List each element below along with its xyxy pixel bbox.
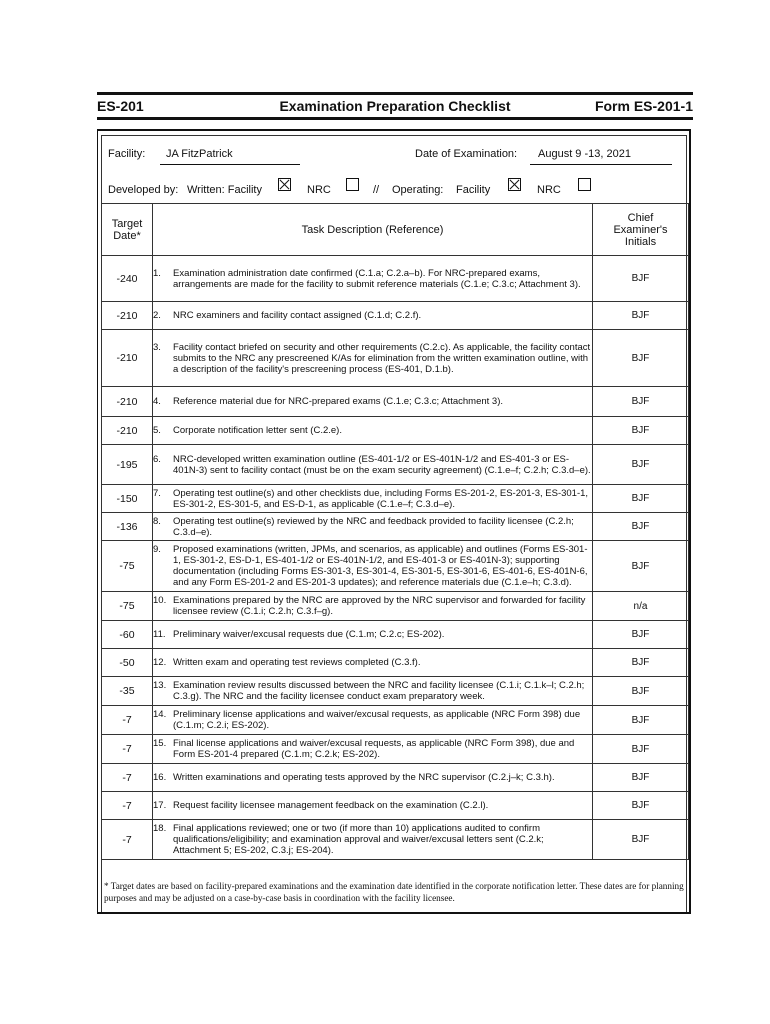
- developed-by-label: Developed by:: [108, 184, 179, 196]
- table-row: [102, 485, 689, 513]
- exam-date-value: August 9 -13, 2021: [538, 148, 631, 160]
- target-date: -210: [102, 417, 153, 445]
- task-text: Written exam and operating test reviews completed (C.3.f).: [173, 657, 421, 668]
- examiner-initials[interactable]: BJF: [593, 735, 689, 764]
- target-date: -7: [102, 820, 153, 860]
- target-date: -136: [102, 513, 153, 541]
- task-number: 3.: [153, 341, 161, 353]
- target-date: -75: [102, 592, 153, 621]
- target-date: -7: [102, 706, 153, 735]
- separator-text: //: [373, 184, 380, 196]
- task-text: Operating test outline(s) and other checklists due, including Forms ES-201-2, ES-201-3, ES-301-1, ES-301-2, ES-301-5, and ES-D-1, as applicable (C.1.e–f; C.3.d–e).: [173, 487, 589, 510]
- table-row: [102, 706, 689, 735]
- task-text: Final license applications and waiver/excusal requests, as applicable (NRC Form 398), due and Form ES-201-4 prepared (C.1.m; C.2.k; ES-202).: [173, 738, 575, 760]
- examiner-initials[interactable]: BJF: [593, 302, 689, 330]
- task-number: 4.: [153, 396, 161, 407]
- table-row: [102, 820, 689, 860]
- task-text: Proposed examinations (written, JPMs, and scenarios, as applicable) and outlines (Forms ES-301-1, ES-301-2, ES-D-1, ES-401-1/2 or ES-401N-1/2, and ES-401-3 or ES-401N-3); supporting documentation (including Forms ES-301-3, ES-301-4, ES-301-5, ES-301-6, ES-401-6, ES-401N-6, and any Form ES-201-2 and ES-201-3 updates); and reference materials due (C.1.e–h; C.3.d).: [173, 544, 588, 588]
- target-date: -210: [102, 330, 153, 387]
- task-number: 17.: [153, 800, 167, 811]
- task-number: 8.: [153, 515, 161, 527]
- written-nrc-label: NRC: [307, 184, 331, 196]
- examiner-initials[interactable]: BJF: [593, 649, 689, 677]
- operating-label: Operating:: [392, 184, 444, 196]
- examiner-initials[interactable]: BJF: [593, 621, 689, 649]
- operating-nrc-label: NRC: [537, 184, 561, 196]
- facility-field[interactable]: [160, 146, 300, 165]
- task-text: Final applications reviewed; one or two (if more than 10) applications audited to confirm qualifications/eligibility; and examination approval and waiver/excusal letters sent (C.2.k; Attachment 5; ES-202, C.3.j; ES-204).: [173, 823, 544, 856]
- target-date: -195: [102, 445, 153, 485]
- facility-value: JA FitzPatrick: [166, 148, 233, 160]
- examiner-initials[interactable]: BJF: [593, 764, 689, 792]
- task-number: 6.: [153, 453, 161, 465]
- examiner-initials[interactable]: BJF: [593, 513, 689, 541]
- examiner-initials[interactable]: BJF: [593, 256, 689, 302]
- form-number: Form ES-201-1: [594, 98, 693, 114]
- examiner-initials[interactable]: BJF: [593, 445, 689, 485]
- table-row: [102, 792, 689, 820]
- table-row: [102, 256, 689, 302]
- table-row: [102, 513, 689, 541]
- examiner-initials[interactable]: n/a: [593, 592, 689, 621]
- col-header-task: Task Description (Reference): [153, 204, 593, 256]
- table-row: [102, 387, 689, 417]
- exam-date-label: Date of Examination:: [415, 148, 518, 160]
- form-series: ES-201: [97, 98, 144, 114]
- task-description: [153, 735, 593, 764]
- task-description: [153, 592, 593, 621]
- task-text: Operating test outline(s) reviewed by the NRC and feedback provided to facility licensee (C.2.h; C.3.d–e).: [173, 515, 574, 538]
- checklist-table: [101, 203, 689, 860]
- table-row: [102, 445, 689, 485]
- page-header: [97, 92, 693, 120]
- target-date: -210: [102, 302, 153, 330]
- examiner-initials[interactable]: BJF: [593, 820, 689, 860]
- examiner-initials[interactable]: BJF: [593, 677, 689, 706]
- task-description: [153, 706, 593, 735]
- table-row: [102, 677, 689, 706]
- table-header-row: [102, 204, 689, 256]
- task-number: 9.: [153, 544, 161, 555]
- examiner-initials[interactable]: BJF: [593, 387, 689, 417]
- exam-date-field[interactable]: [530, 146, 672, 165]
- task-text: Examinations prepared by the NRC are approved by the NRC supervisor and forwarded for facility licensee review (C.1.i; C.2.h; C.3.f–g).: [173, 595, 586, 617]
- task-number: 11.: [153, 629, 166, 640]
- task-number: 7.: [153, 487, 161, 499]
- task-description: [153, 792, 593, 820]
- task-text: Examination administration date confirmed (C.1.a; C.2.a–b). For NRC-prepared exams, arrangements are made for the facility to submit reference materials (C.1.e; C.3.c; Attachment 3).: [173, 267, 581, 290]
- task-description: [153, 621, 593, 649]
- examiner-initials[interactable]: BJF: [593, 541, 689, 592]
- task-text: Facility contact briefed on security and other requirements (C.2.c). As applicable, the facility contact submits to the NRC any prescreened K/As for elimination from the written examination outline, with a description of the facility's prescreening process (ES-401, D.1.b).: [173, 341, 591, 375]
- target-date: -35: [102, 677, 153, 706]
- task-number: 18.: [153, 823, 167, 834]
- task-number: 12.: [153, 657, 167, 668]
- task-description: [153, 485, 593, 513]
- col-header-initials: Chief Examiner's Initials: [593, 204, 689, 256]
- target-date: -75: [102, 541, 153, 592]
- task-text: Preliminary waiver/excusal requests due (C.1.m; C.2.c; ES-202).: [173, 629, 445, 640]
- table-row: [102, 592, 689, 621]
- target-date: -7: [102, 764, 153, 792]
- task-text: NRC examiners and facility contact assigned (C.1.d; C.2.f).: [173, 310, 422, 321]
- written-facility-checkbox[interactable]: [278, 178, 291, 191]
- task-number: 1.: [153, 267, 161, 279]
- task-number: 16.: [153, 772, 167, 783]
- examiner-initials[interactable]: BJF: [593, 485, 689, 513]
- operating-facility-checkbox[interactable]: [508, 178, 521, 191]
- task-text: Corporate notification letter sent (C.2.e).: [173, 425, 342, 436]
- target-date: -210: [102, 387, 153, 417]
- page-title: Examination Preparation Checklist: [279, 98, 511, 114]
- task-text: Reference material due for NRC-prepared exams (C.1.e; C.3.c; Attachment 3).: [173, 396, 503, 407]
- task-number: 10.: [153, 595, 167, 606]
- table-row: [102, 330, 689, 387]
- task-number: 5.: [153, 425, 161, 436]
- task-description: [153, 445, 593, 485]
- footnote: * Target dates are based on facility-prepared examinations and the examination date identified in the corporate notification letter. These dates are for planning purposes and may be adjusted on a case-by-case basis in coordination with the facility licensee.: [104, 881, 684, 903]
- target-date: -150: [102, 485, 153, 513]
- task-text: NRC-developed written examination outline (ES-401-1/2 or ES-401N-1/2 and ES-401-3 or ES-401N-3) sent to facility contact (must be on the exam security agreement) (C.1.e–f; C.2.h; C.3.d–e).: [173, 453, 591, 476]
- task-description: [153, 417, 593, 445]
- target-date: -7: [102, 735, 153, 764]
- examiner-initials[interactable]: BJF: [593, 706, 689, 735]
- table-row: [102, 417, 689, 445]
- written-nrc-checkbox[interactable]: [346, 178, 359, 191]
- examiner-initials[interactable]: BJF: [593, 792, 689, 820]
- facility-label: Facility:: [108, 148, 146, 160]
- task-description: [153, 302, 593, 330]
- operating-nrc-checkbox[interactable]: [578, 178, 591, 191]
- table-row: [102, 649, 689, 677]
- table-row: [102, 302, 689, 330]
- target-date: -50: [102, 649, 153, 677]
- task-number: 14.: [153, 709, 167, 720]
- examiner-initials[interactable]: BJF: [593, 330, 689, 387]
- table-row: [102, 621, 689, 649]
- target-date: -60: [102, 621, 153, 649]
- task-description: [153, 649, 593, 677]
- task-number: 2.: [153, 310, 161, 321]
- task-number: 15.: [153, 738, 167, 749]
- written-facility-label: Written: Facility: [187, 184, 262, 196]
- task-description: [153, 513, 593, 541]
- task-description: [153, 387, 593, 417]
- examiner-initials[interactable]: BJF: [593, 417, 689, 445]
- table-row: [102, 735, 689, 764]
- task-description: [153, 677, 593, 706]
- table-row: [102, 764, 689, 792]
- target-date: -240: [102, 256, 153, 302]
- task-description: [153, 330, 593, 387]
- task-description: [153, 256, 593, 302]
- task-number: 13.: [153, 680, 167, 691]
- task-text: Preliminary license applications and waiver/excusal requests, as applicable (NRC Form 398) due (C.1.m; C.2.i; ES-202).: [173, 709, 581, 731]
- task-text: Written examinations and operating tests approved by the NRC supervisor (C.2.j–k; C.3.h).: [173, 772, 555, 783]
- task-description: [153, 820, 593, 860]
- col-header-date: Target Date*: [102, 204, 153, 256]
- task-text: Request facility licensee management feedback on the examination (C.2.l).: [173, 800, 489, 811]
- table-row: [102, 541, 689, 592]
- target-date: -7: [102, 792, 153, 820]
- task-text: Examination review results discussed between the NRC and facility licensee (C.1.i; C.1.k–l; C.2.h; C.3.g). The NRC and the facility licensee conduct exam preparatory week.: [173, 680, 585, 702]
- task-description: [153, 541, 593, 592]
- operating-facility-label: Facility: [456, 184, 491, 196]
- task-description: [153, 764, 593, 792]
